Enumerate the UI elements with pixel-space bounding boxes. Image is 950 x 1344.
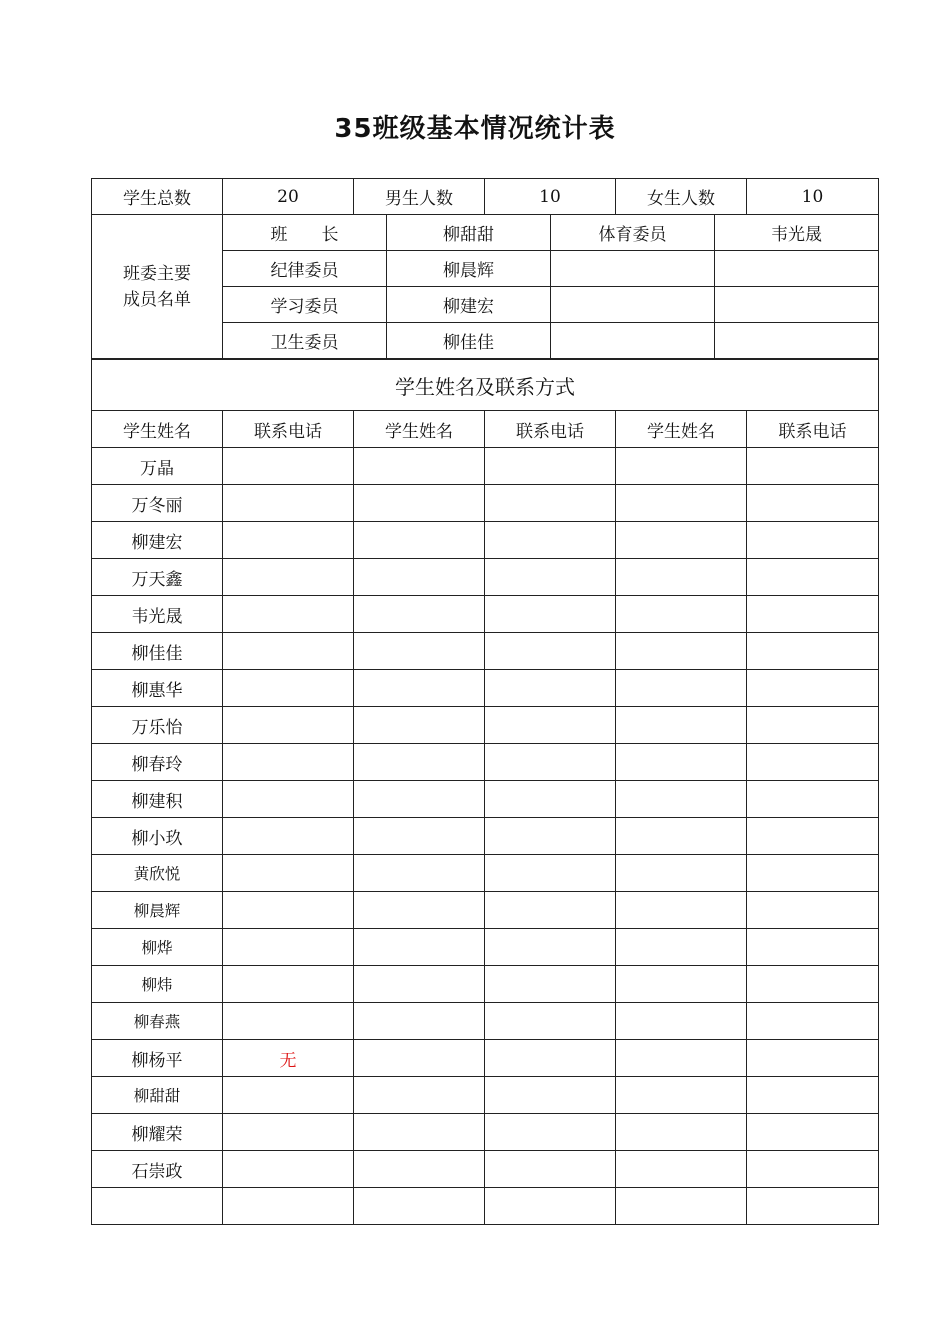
student-name-cell [92,1188,223,1225]
committee-label-text: 班委主要成员名单 [123,263,191,310]
student-name-cell [354,670,485,707]
table-row [92,1188,879,1225]
committee-row [92,215,879,251]
phone-cell [223,929,354,966]
committee-member [715,251,879,287]
phone-cell [485,633,616,670]
student-name-cell: 柳耀荣 [92,1114,223,1151]
phone-cell [485,892,616,929]
table-row [92,596,879,633]
committee-role [551,287,715,323]
phone-cell [747,448,879,485]
phone-cell [747,1151,879,1188]
phone-cell [485,522,616,559]
student-name-cell: 韦光晟 [92,596,223,633]
phone-cell [747,485,879,522]
male-count-label: 男生人数 [354,179,485,215]
student-name-cell: 柳佳佳 [92,633,223,670]
column-header: 学生姓名 [354,411,485,448]
student-name-cell [616,818,747,855]
student-name-cell [616,522,747,559]
phone-cell [223,448,354,485]
student-name-cell [616,559,747,596]
phone-cell [747,1003,879,1040]
phone-cell [747,966,879,1003]
phone-cell [485,855,616,892]
student-name-cell: 万冬丽 [92,485,223,522]
student-name-cell [616,633,747,670]
table-row [92,1040,879,1077]
student-name-cell [354,781,485,818]
student-name-cell: 万晶 [92,448,223,485]
student-name-cell [616,1188,747,1225]
phone-cell [223,485,354,522]
student-name-cell [616,744,747,781]
phone-cell [485,485,616,522]
phone-cell [223,596,354,633]
total-students-value: 20 [223,179,354,215]
phone-cell [485,929,616,966]
phone-cell [485,744,616,781]
student-name-cell [354,633,485,670]
phone-cell [747,855,879,892]
committee-member: 韦光晟 [715,215,879,251]
phone-cell [223,1003,354,1040]
student-name-cell [616,1151,747,1188]
phone-cell [223,707,354,744]
table-row [92,818,879,855]
table-row [92,781,879,818]
summary-table [91,178,879,215]
student-name-cell [616,707,747,744]
phone-cell [223,1151,354,1188]
table-row [92,1077,879,1114]
student-name-cell [354,744,485,781]
header-row [92,411,879,448]
student-name-cell [616,1114,747,1151]
table-row [92,966,879,1003]
phone-cell [485,707,616,744]
phone-cell [747,707,879,744]
committee-label [92,215,223,359]
phone-cell [223,744,354,781]
female-count-label: 女生人数 [616,179,747,215]
student-name-cell [616,966,747,1003]
phone-cell [223,781,354,818]
committee-member: 柳建宏 [387,287,551,323]
phone-cell [223,892,354,929]
committee-member: 柳晨辉 [387,251,551,287]
student-name-cell [354,929,485,966]
phone-cell [485,1077,616,1114]
phone-cell [747,670,879,707]
table-row [92,1114,879,1151]
table-row [92,707,879,744]
phone-cell [747,1040,879,1077]
committee-member [715,287,879,323]
phone-cell [747,1077,879,1114]
committee-role [551,323,715,359]
phone-cell [223,818,354,855]
student-name-cell [354,448,485,485]
student-name-cell: 柳甜甜 [92,1077,223,1114]
committee-role: 卫生委员 [223,323,387,359]
phone-cell [223,522,354,559]
student-name-cell [354,596,485,633]
student-name-cell [616,596,747,633]
phone-cell [747,781,879,818]
student-name-cell [354,485,485,522]
student-name-cell [354,892,485,929]
section-row [92,360,879,411]
phone-cell [485,596,616,633]
phone-cell [223,1188,354,1225]
student-name-cell: 柳炜 [92,966,223,1003]
phone-cell [485,966,616,1003]
committee-role: 体育委员 [551,215,715,251]
table-row [92,448,879,485]
student-name-cell [354,1077,485,1114]
column-header: 联系电话 [485,411,616,448]
phone-cell [747,929,879,966]
student-name-cell [354,966,485,1003]
table-row [92,485,879,522]
phone-cell [747,892,879,929]
student-name-cell: 柳建宏 [92,522,223,559]
phone-cell [485,1040,616,1077]
table-row [92,559,879,596]
phone-cell [747,596,879,633]
phone-cell [747,818,879,855]
phone-cell [223,966,354,1003]
student-name-cell [354,522,485,559]
committee-member: 柳甜甜 [387,215,551,251]
table-row [92,855,879,892]
section-title: 学生姓名及联系方式 [92,360,879,411]
contact-rows [92,448,879,1225]
student-name-cell [616,1003,747,1040]
student-name-cell [616,781,747,818]
phone-cell [485,1003,616,1040]
committee-member [715,323,879,359]
contacts-table [91,359,879,1225]
student-name-cell [616,929,747,966]
student-name-cell [616,670,747,707]
table-row [92,1003,879,1040]
student-name-cell [616,448,747,485]
table-row [92,1151,879,1188]
phone-cell [747,744,879,781]
male-count-value: 10 [485,179,616,215]
table-row [92,670,879,707]
student-name-cell [354,1114,485,1151]
committee-table [91,214,879,359]
phone-cell [223,1077,354,1114]
phone-cell [485,1188,616,1225]
student-name-cell [616,892,747,929]
student-name-cell [616,855,747,892]
table-row [92,929,879,966]
table-row [92,892,879,929]
column-header: 学生姓名 [616,411,747,448]
student-name-cell: 黄欣悦 [92,855,223,892]
phone-cell [747,522,879,559]
column-header: 学生姓名 [92,411,223,448]
committee-role: 纪律委员 [223,251,387,287]
student-name-cell: 柳惠华 [92,670,223,707]
phone-cell [485,670,616,707]
student-name-cell [354,818,485,855]
student-name-cell [354,1003,485,1040]
student-name-cell: 柳烨 [92,929,223,966]
committee-role: 学习委员 [223,287,387,323]
female-count-value: 10 [747,179,879,215]
student-name-cell: 万天鑫 [92,559,223,596]
phone-cell [223,1114,354,1151]
total-students-label: 学生总数 [92,179,223,215]
student-name-cell: 柳杨平 [92,1040,223,1077]
phone-cell: 无 [223,1040,354,1077]
student-name-cell [354,707,485,744]
phone-cell [485,448,616,485]
student-name-cell [354,1040,485,1077]
student-name-cell [616,1077,747,1114]
column-header: 联系电话 [223,411,354,448]
phone-cell [223,855,354,892]
student-name-cell: 柳小玖 [92,818,223,855]
phone-cell [223,633,354,670]
page-title: 35班级基本情况统计表 [334,114,616,144]
phone-cell [747,633,879,670]
phone-cell [485,1151,616,1188]
summary-row [92,179,879,215]
committee-role [551,251,715,287]
student-name-cell [354,1151,485,1188]
student-name-cell [354,1188,485,1225]
student-name-cell: 柳春玲 [92,744,223,781]
table-row [92,522,879,559]
student-name-cell: 石崇政 [92,1151,223,1188]
student-name-cell [354,559,485,596]
committee-role: 班 长 [223,215,387,251]
phone-cell [223,670,354,707]
phone-cell [485,559,616,596]
phone-cell [747,1188,879,1225]
phone-cell [747,1114,879,1151]
student-name-cell: 柳建积 [92,781,223,818]
student-name-cell [354,855,485,892]
table-row [92,633,879,670]
phone-cell [485,1114,616,1151]
student-name-cell [616,485,747,522]
student-name-cell [616,1040,747,1077]
phone-cell [485,818,616,855]
student-name-cell: 柳春燕 [92,1003,223,1040]
committee-member: 柳佳佳 [387,323,551,359]
phone-cell [747,559,879,596]
column-header: 联系电话 [747,411,879,448]
phone-cell [223,559,354,596]
table-row [92,744,879,781]
phone-cell [485,781,616,818]
student-name-cell: 万乐怡 [92,707,223,744]
student-name-cell: 柳晨辉 [92,892,223,929]
